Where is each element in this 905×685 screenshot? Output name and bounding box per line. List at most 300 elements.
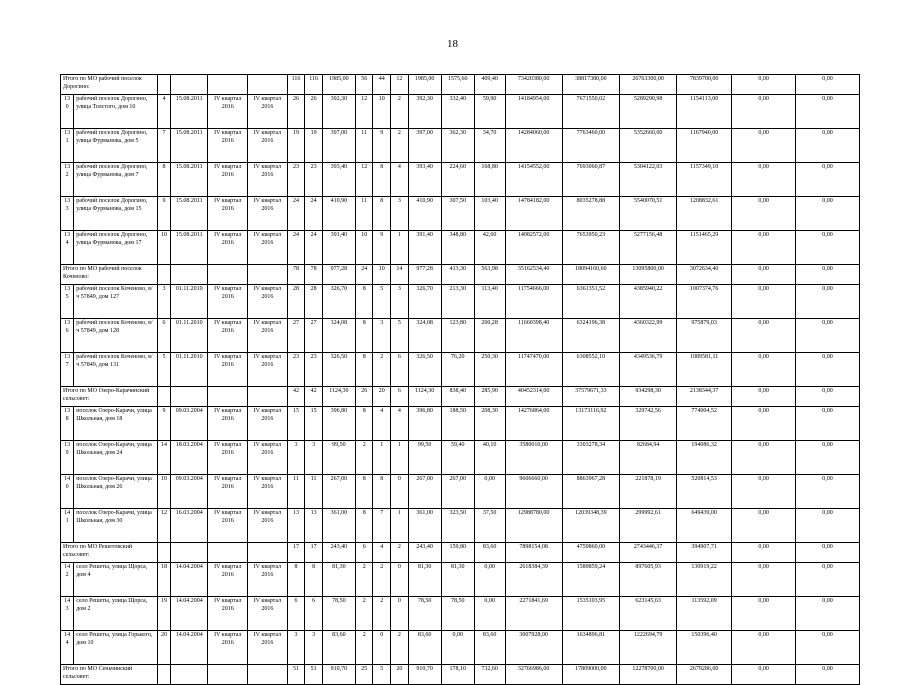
table-row: [61, 475, 860, 509]
table-cell: 11: [305, 475, 323, 509]
table-cell: 09.03.2004: [171, 475, 208, 509]
table-cell: 14184954,00: [505, 95, 562, 129]
table-cell: 7653950,23: [562, 231, 619, 265]
table-row: [61, 407, 860, 441]
table-cell: 11: [355, 197, 373, 231]
table-cell: 6308552,10: [562, 353, 619, 387]
table-cell: 4360322,99: [619, 319, 676, 353]
table-cell: IV квартал 2016: [248, 597, 288, 631]
table-cell: 78: [305, 265, 323, 285]
address-cell: поселок Озеро-Карачи, улица Школьная, дом 24: [74, 441, 158, 475]
table-cell: 8035278,88: [562, 197, 619, 231]
row-number-cell: 139: [61, 441, 74, 475]
table-cell: IV квартал 2016: [208, 597, 248, 631]
table-cell: 2271841,69: [505, 597, 562, 631]
table-cell: 1007374,76: [677, 285, 732, 319]
table-row: [61, 197, 860, 231]
table-cell: 0,00: [796, 665, 860, 685]
table-cell: IV квартал 2016: [248, 353, 288, 387]
table-cell: 17: [287, 543, 305, 563]
table-cell: 0,00: [796, 563, 860, 597]
table-cell: 51: [305, 665, 323, 685]
table-cell: 393,40: [322, 163, 355, 197]
table-cell: 0: [391, 597, 409, 631]
row-number-cell: 138: [61, 407, 74, 441]
table-cell: 0,00: [474, 563, 505, 597]
table-cell: 15.08.2011: [171, 163, 208, 197]
empty-cell: [248, 265, 288, 285]
table-cell: 13: [305, 509, 323, 543]
table-cell: 361,00: [408, 509, 441, 543]
table-cell: 392,30: [408, 95, 441, 129]
table-cell: 28: [305, 285, 323, 319]
table-cell: 0,00: [732, 665, 796, 685]
table-cell: 0,00: [732, 231, 796, 265]
table-cell: 24: [287, 197, 305, 231]
table-cell: 26: [355, 387, 373, 407]
table-cell: 7898154,08: [505, 543, 562, 563]
table-cell: 391,40: [322, 231, 355, 265]
row-number-cell: 132: [61, 163, 74, 197]
table-cell: 40,10: [474, 441, 505, 475]
table-cell: 975879,03: [677, 319, 732, 353]
table-cell: 0,00: [796, 319, 860, 353]
table-cell: 3303278,34: [562, 441, 619, 475]
table-cell: 27: [305, 319, 323, 353]
address-cell: рабочий поселок Коченово, в/ч 57849, дом 128: [74, 319, 158, 353]
table-cell: 10: [355, 231, 373, 265]
table-cell: 0,00: [732, 163, 796, 197]
table-cell: 14154552,00: [505, 163, 562, 197]
table-cell: IV квартал 2016: [248, 631, 288, 665]
table-cell: 20: [157, 631, 170, 665]
table-cell: IV квартал 2016: [208, 509, 248, 543]
table-row: [61, 631, 860, 665]
empty-cell: [157, 265, 170, 285]
table-cell: 0,00: [474, 475, 505, 509]
table-cell: 324,08: [408, 319, 441, 353]
table-cell: IV квартал 2016: [208, 563, 248, 597]
table-cell: 14276864,00: [505, 407, 562, 441]
table-cell: 0,00: [732, 407, 796, 441]
address-cell: поселок Озеро-Карачи, улица Школьная, дом 30: [74, 509, 158, 543]
table-cell: 6: [355, 543, 373, 563]
table-cell: 9: [373, 129, 391, 163]
table-cell: 9: [157, 197, 170, 231]
table-cell: 83,60: [322, 631, 355, 665]
table-cell: 23: [305, 163, 323, 197]
table-cell: 0,00: [732, 387, 796, 407]
table-cell: IV квартал 2016: [248, 563, 288, 597]
row-number-cell: 142: [61, 563, 74, 597]
table-cell: 11747470,00: [505, 353, 562, 387]
table-cell: 8: [355, 509, 373, 543]
table-cell: 2: [355, 597, 373, 631]
table-cell: IV квартал 2016: [248, 319, 288, 353]
table-cell: 1208832,61: [677, 197, 732, 231]
table-cell: 01.11.2010: [171, 285, 208, 319]
row-number-cell: 131: [61, 129, 74, 163]
total-row: [61, 665, 860, 685]
table-cell: 8: [355, 475, 373, 509]
table-cell: 0,00: [796, 387, 860, 407]
table-cell: 397,00: [322, 129, 355, 163]
table-cell: 2: [355, 563, 373, 597]
table-cell: 150396,40: [677, 631, 732, 665]
table-cell: 25: [355, 665, 373, 685]
table-cell: 0,00: [732, 631, 796, 665]
table-row: [61, 441, 860, 475]
table-cell: 208,30: [474, 407, 505, 441]
table-cell: 13173116,92: [562, 407, 619, 441]
total-label: Итого по МО Решетовский сельсовет:: [61, 543, 158, 563]
address-cell: село Решеты, улица Щорса, дом 4: [74, 563, 158, 597]
table-cell: 18.03.2004: [171, 441, 208, 475]
table-cell: 17809000,00: [562, 665, 619, 685]
table-cell: 56: [355, 75, 373, 95]
table-cell: 0,00: [732, 75, 796, 95]
empty-cell: [208, 75, 248, 95]
address-cell: поселок Озеро-Карачи, улица Школьная, дом 18: [74, 407, 158, 441]
row-number-cell: 143: [61, 597, 74, 631]
table-cell: 168,80: [474, 163, 505, 197]
table-cell: 0,00: [796, 597, 860, 631]
table-cell: 0,00: [796, 265, 860, 285]
table-cell: 326,70: [322, 285, 355, 319]
table-cell: 81,30: [322, 563, 355, 597]
address-cell: рабочий поселок Дорогино, улица Толстого, дом 10: [74, 95, 158, 129]
table-cell: 116: [305, 75, 323, 95]
table-cell: 1589859,24: [562, 563, 619, 597]
table-cell: 7693060,87: [562, 163, 619, 197]
table-cell: 8: [373, 475, 391, 509]
table-cell: 6: [287, 597, 305, 631]
table-cell: 7839700,00: [677, 75, 732, 95]
table-cell: 78,50: [408, 597, 441, 631]
table-cell: 838,40: [441, 387, 474, 407]
table-cell: 12: [355, 95, 373, 129]
row-number-cell: 137: [61, 353, 74, 387]
table-cell: 42: [287, 387, 305, 407]
table-cell: 14: [391, 265, 409, 285]
table-cell: 307,50: [441, 197, 474, 231]
registry-table: [60, 74, 860, 685]
table-cell: 14784182,00: [505, 197, 562, 231]
address-cell: поселок Озеро-Карачи, улица Школьная, дом 26: [74, 475, 158, 509]
table-cell: 5304122,03: [619, 163, 676, 197]
table-cell: 32766986,00: [505, 665, 562, 685]
empty-cell: [157, 387, 170, 407]
table-cell: 623145,63: [619, 597, 676, 631]
empty-cell: [248, 387, 288, 407]
table-cell: 267,00: [408, 475, 441, 509]
row-number-cell: 135: [61, 285, 74, 319]
table-cell: IV квартал 2016: [208, 353, 248, 387]
table-cell: 1634896,81: [562, 631, 619, 665]
total-row: [61, 75, 860, 95]
table-cell: 10: [373, 95, 391, 129]
table-cell: IV квартал 2016: [208, 319, 248, 353]
table-cell: 8: [305, 563, 323, 597]
table-cell: 16.03.2004: [171, 509, 208, 543]
table-cell: 520814,53: [677, 475, 732, 509]
table-cell: 24: [305, 197, 323, 231]
table-cell: 51: [287, 665, 305, 685]
table-cell: 18094160,60: [562, 265, 619, 285]
table-cell: 649439,00: [677, 509, 732, 543]
table-cell: 0,00: [732, 129, 796, 163]
row-number-cell: 130: [61, 95, 74, 129]
table-cell: 10: [157, 231, 170, 265]
table-cell: 37,50: [474, 509, 505, 543]
table-cell: 13095800,00: [619, 265, 676, 285]
table-cell: 8: [355, 285, 373, 319]
table-cell: 73420380,00: [505, 75, 562, 95]
table-cell: 0,00: [796, 197, 860, 231]
table-cell: 897605,93: [619, 563, 676, 597]
table-cell: 113,40: [474, 285, 505, 319]
table-row: [61, 597, 860, 631]
table-cell: 3072634,40: [677, 265, 732, 285]
table-cell: IV квартал 2016: [248, 475, 288, 509]
table-cell: 27: [287, 319, 305, 353]
table-cell: IV квартал 2016: [248, 509, 288, 543]
table-cell: 0,00: [732, 543, 796, 563]
table-cell: 391,40: [408, 231, 441, 265]
table-cell: 130919,22: [677, 563, 732, 597]
table-cell: IV квартал 2016: [208, 407, 248, 441]
table-cell: 12278700,00: [619, 665, 676, 685]
table-cell: 1089581,11: [677, 353, 732, 387]
table-cell: 20: [373, 387, 391, 407]
table-cell: 59,40: [441, 441, 474, 475]
table-cell: 396,80: [322, 407, 355, 441]
table-cell: 285,90: [474, 387, 505, 407]
table-cell: 0,00: [732, 475, 796, 509]
table-cell: 3: [391, 285, 409, 319]
table-row: [61, 285, 860, 319]
table-cell: 1575,60: [441, 75, 474, 95]
address-cell: село Решеты, улица Горького, дом 10: [74, 631, 158, 665]
table-cell: IV квартал 2016: [248, 197, 288, 231]
table-cell: 362,30: [441, 129, 474, 163]
table-cell: 9: [373, 231, 391, 265]
table-cell: 4: [391, 407, 409, 441]
table-cell: 5: [373, 285, 391, 319]
table-cell: 78,50: [322, 597, 355, 631]
total-row: [61, 543, 860, 563]
table-cell: 23: [305, 353, 323, 387]
table-cell: 0,00: [796, 285, 860, 319]
table-cell: 76,20: [441, 353, 474, 387]
table-cell: 3: [305, 631, 323, 665]
table-cell: 1: [391, 509, 409, 543]
address-cell: рабочий поселок Дорогино, улица Фурманова, дом 17: [74, 231, 158, 265]
row-number-cell: 141: [61, 509, 74, 543]
table-cell: 14.04.2004: [171, 563, 208, 597]
table-cell: 2: [391, 631, 409, 665]
table-cell: 0,00: [796, 163, 860, 197]
table-cell: 09.03.2004: [171, 407, 208, 441]
empty-cell: [208, 265, 248, 285]
row-number-cell: 133: [61, 197, 74, 231]
table-cell: 7671550,02: [562, 95, 619, 129]
total-row: [61, 387, 860, 407]
empty-cell: [248, 665, 288, 685]
table-cell: 200,28: [474, 319, 505, 353]
table-cell: 0,00: [796, 543, 860, 563]
table-cell: 2: [391, 95, 409, 129]
table-cell: IV квартал 2016: [248, 231, 288, 265]
table-cell: 01.11.2010: [171, 319, 208, 353]
table-cell: 2: [373, 353, 391, 387]
table-cell: 3: [305, 441, 323, 475]
table-cell: 1154113,00: [677, 95, 732, 129]
table-cell: 44: [373, 75, 391, 95]
table-cell: 1222694,79: [619, 631, 676, 665]
table-cell: 0,00: [796, 509, 860, 543]
table-cell: 99,50: [322, 441, 355, 475]
table-cell: IV квартал 2016: [208, 285, 248, 319]
table-cell: IV квартал 2016: [208, 163, 248, 197]
table-cell: 0,00: [732, 509, 796, 543]
table-cell: 0,00: [732, 319, 796, 353]
table-cell: IV квартал 2016: [208, 631, 248, 665]
table-cell: 26: [287, 95, 305, 129]
table-cell: 11: [287, 475, 305, 509]
table-cell: 194086,32: [677, 441, 732, 475]
empty-cell: [171, 265, 208, 285]
table-cell: 78: [287, 265, 305, 285]
table-cell: 4: [391, 163, 409, 197]
empty-cell: [171, 387, 208, 407]
address-cell: рабочий поселок Коченово, в/ч 57849, дом 131: [74, 353, 158, 387]
table-cell: 0,00: [732, 95, 796, 129]
table-cell: 23: [287, 353, 305, 387]
table-cell: IV квартал 2016: [248, 441, 288, 475]
table-cell: 113592,09: [677, 597, 732, 631]
table-row: [61, 563, 860, 597]
empty-cell: [171, 665, 208, 685]
table-cell: 15.08.2011: [171, 129, 208, 163]
table-cell: 2743446,37: [619, 543, 676, 563]
table-cell: 0,00: [732, 197, 796, 231]
table-cell: 332,40: [441, 95, 474, 129]
empty-cell: [171, 75, 208, 95]
table-cell: 2: [391, 129, 409, 163]
table-cell: 243,40: [408, 543, 441, 563]
table-cell: 15.08.2011: [171, 95, 208, 129]
table-cell: 267,00: [441, 475, 474, 509]
address-cell: рабочий поселок Коченово, в/ч 57849, дом 127: [74, 285, 158, 319]
table-cell: 6: [391, 353, 409, 387]
table-cell: 7: [373, 509, 391, 543]
table-cell: 9: [157, 407, 170, 441]
table-cell: 396,80: [408, 407, 441, 441]
table-cell: 8: [287, 563, 305, 597]
table-cell: 5: [157, 353, 170, 387]
table-cell: 14.04.2004: [171, 631, 208, 665]
table-cell: 5540070,51: [619, 197, 676, 231]
table-cell: 0: [373, 631, 391, 665]
table-cell: 243,40: [322, 543, 355, 563]
table-cell: 82684,94: [619, 441, 676, 475]
total-label: Итого по МО рабочий поселок Коченово:: [61, 265, 158, 285]
table-cell: 1167940,00: [677, 129, 732, 163]
table-cell: 5: [391, 319, 409, 353]
row-number-cell: 136: [61, 319, 74, 353]
table-cell: 410,90: [322, 197, 355, 231]
table-cell: 10: [373, 265, 391, 285]
table-cell: 26: [305, 95, 323, 129]
table-cell: 2: [373, 597, 391, 631]
page-number: 18: [447, 38, 458, 50]
empty-cell: [248, 543, 288, 563]
table-cell: 0,00: [732, 353, 796, 387]
table-cell: 24: [305, 231, 323, 265]
table-cell: 4: [373, 407, 391, 441]
table-cell: 221878,19: [619, 475, 676, 509]
table-cell: 37579671,33: [562, 387, 619, 407]
total-label: Итого по МО Озеро-Карачинский сельсовет:: [61, 387, 158, 407]
table-cell: IV квартал 2016: [208, 129, 248, 163]
table-cell: 326,70: [408, 285, 441, 319]
table-cell: 394907,71: [677, 543, 732, 563]
table-cell: 0,00: [441, 631, 474, 665]
table-cell: 393,40: [408, 163, 441, 197]
table-cell: 774004,52: [677, 407, 732, 441]
table-cell: 267,00: [322, 475, 355, 509]
table-cell: 732,60: [474, 665, 505, 685]
address-cell: рабочий поселок Дорогино, улица Фурманова, дом 15: [74, 197, 158, 231]
table-cell: 24: [355, 265, 373, 285]
table-cell: 7763460,00: [562, 129, 619, 163]
table-cell: 99,50: [408, 441, 441, 475]
empty-cell: [157, 543, 170, 563]
table-cell: 17: [305, 543, 323, 563]
table-cell: 410,90: [408, 197, 441, 231]
row-number-cell: 134: [61, 231, 74, 265]
total-label: Итого по МО Сеньчинский сельсовет:: [61, 665, 158, 685]
table-cell: 3: [287, 441, 305, 475]
table-cell: 1985,00: [408, 75, 441, 95]
table-cell: 1: [373, 441, 391, 475]
table-cell: 40452314,00: [505, 387, 562, 407]
empty-cell: [208, 665, 248, 685]
empty-cell: [171, 543, 208, 563]
empty-cell: [208, 387, 248, 407]
table-cell: 13: [287, 509, 305, 543]
table-cell: 4759860,00: [562, 543, 619, 563]
table-cell: 8: [157, 163, 170, 197]
table-cell: 1157349,10: [677, 163, 732, 197]
table-cell: 24: [287, 231, 305, 265]
table-cell: 4385940,22: [619, 285, 676, 319]
table-cell: 4349536,79: [619, 353, 676, 387]
table-cell: 26763300,00: [619, 75, 676, 95]
table-cell: 81,30: [441, 563, 474, 597]
table-cell: 323,50: [441, 509, 474, 543]
table-cell: 977,28: [408, 265, 441, 285]
table-cell: 83,60: [474, 631, 505, 665]
table-cell: IV квартал 2016: [248, 129, 288, 163]
table-cell: 563,98: [474, 265, 505, 285]
table-cell: 348,80: [441, 231, 474, 265]
table-cell: 5289290,98: [619, 95, 676, 129]
table-cell: 11660398,40: [505, 319, 562, 353]
table-cell: 8863967,28: [562, 475, 619, 509]
table-cell: 4: [373, 543, 391, 563]
